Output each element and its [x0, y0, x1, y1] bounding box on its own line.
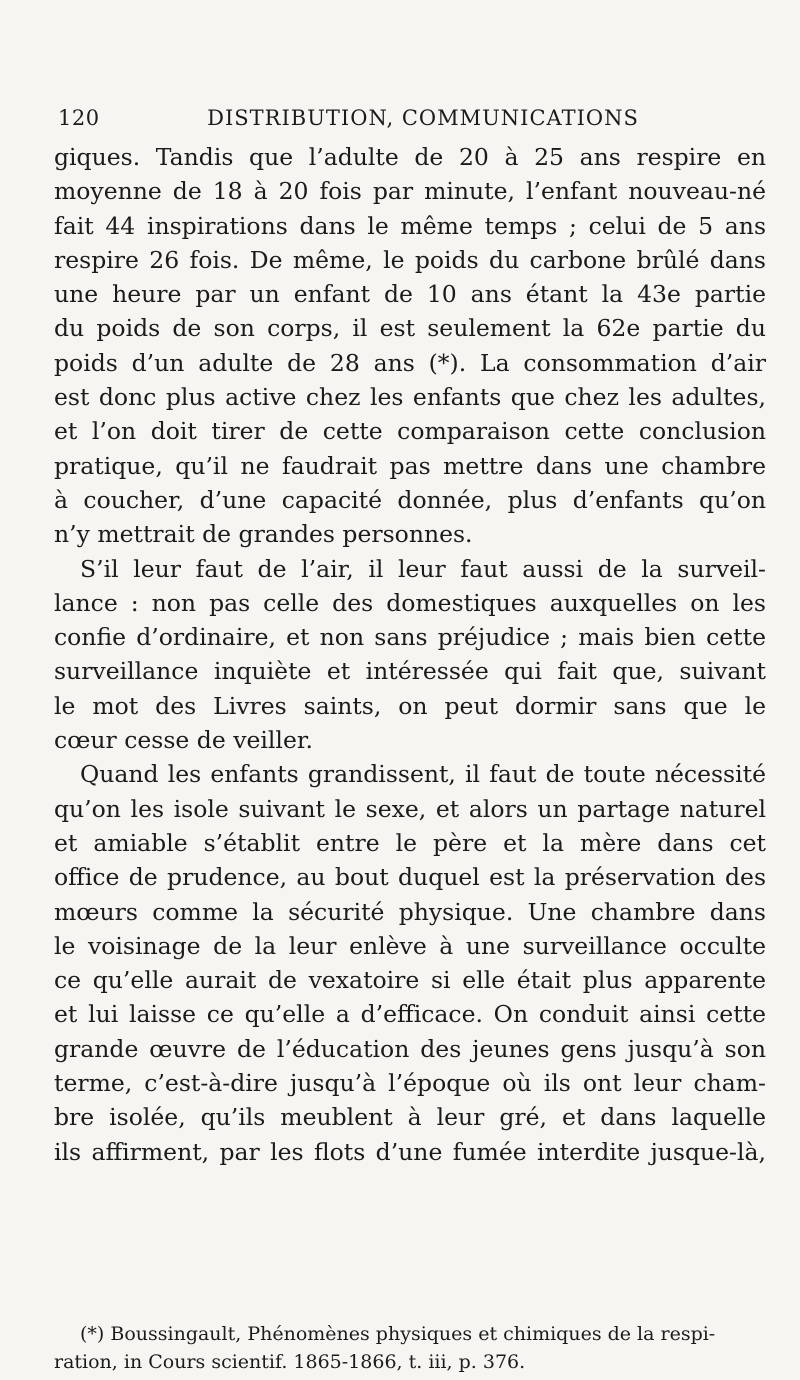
text-line: giques. Tandis que l’adulte de 20 à 25 ans respire en — [54, 143, 766, 171]
text-line: une heure par un enfant de 10 ans étant la 43e partie — [54, 280, 766, 309]
text-line: ce qu’elle aurait de vexatoire si elle était plus apparente — [54, 966, 766, 995]
text-line: n’y mettrait de grandes personnes. — [54, 520, 473, 549]
text-line: et amiable s’établit entre le père et la mère dans cet — [54, 828, 766, 857]
text-line: moyenne de 18 à 20 fois par minute, l’enfant nouveau-né — [54, 177, 766, 206]
text-line: pratique, qu’il ne faudrait pas mettre dans une chambre — [54, 451, 766, 480]
text-line: le voisinage de la leur enlève à une surveillance occulte — [54, 931, 766, 960]
text-line: confie d’ordinaire, et non sans préjudice ; mais bien cette — [54, 623, 766, 652]
text-line: fait 44 inspirations dans le même temps ; celui de 5 ans — [54, 211, 766, 240]
footnote-line: (*) Boussingault, Phénomènes physiques et chimiques de la respi- — [80, 1323, 716, 1345]
text-line: respire 26 fois. De même, le poids du carbone brûlé dans — [54, 245, 766, 274]
text-line: mœurs comme la sécurité physique. Une chambre dans — [54, 897, 766, 926]
running-head: DISTRIBUTION, COMMUNICATIONS — [207, 106, 639, 130]
text-line: poids d’un adulte de 28 ans (*). La consommation d’air — [54, 348, 766, 377]
text-line: terme, c’est-à-dire jusqu’à l’époque où ils ont leur cham- — [54, 1069, 766, 1098]
text-line: à coucher, d’une capacité donnée, plus d’enfants qu’on — [54, 485, 766, 514]
text-line: bre isolée, qu’ils meublent à leur gré, et dans laquelle — [54, 1103, 766, 1132]
text-line: est donc plus active chez les enfants que chez les adultes, — [54, 383, 766, 412]
text-line: office de prudence, au bout duquel est la préservation des — [54, 863, 766, 892]
footnote-line: ration, in Cours scientif. 1865-1866, t. iii, p. 376. — [54, 1351, 526, 1373]
text-line: cœur cesse de veiller. — [54, 726, 313, 755]
text-line: et lui laisse ce qu’elle a d’efficace. On conduit ainsi cette — [54, 1000, 766, 1029]
text-line: S’il leur faut de l’air, il leur faut aussi de la surveil- — [80, 554, 766, 583]
body-text — [54, 140, 766, 1169]
page-number: 120 — [58, 106, 100, 130]
text-line: ils affirment, par les flots d’une fumée interdite jusque-là, — [54, 1137, 766, 1166]
text-line: lance : non pas celle des domestiques auxquelles on les — [54, 588, 766, 617]
text-line: et l’on doit tirer de cette comparaison cette conclusion — [54, 417, 766, 446]
text-line: grande œuvre de l’éducation des jeunes gens jusqu’à son — [54, 1034, 766, 1063]
text-line: du poids de son corps, il est seulement la 62e partie du — [54, 314, 766, 343]
text-line: surveillance inquiète et intéressée qui fait que, suivant — [54, 657, 766, 686]
text-line: qu’on les isole suivant le sexe, et alors un partage naturel — [54, 794, 766, 823]
footnote — [54, 1320, 754, 1376]
page-header — [58, 106, 758, 136]
text-line: Quand les enfants grandissent, il faut de toute nécessité — [80, 760, 766, 789]
text-line: le mot des Livres saints, on peut dormir sans que le — [54, 691, 766, 720]
